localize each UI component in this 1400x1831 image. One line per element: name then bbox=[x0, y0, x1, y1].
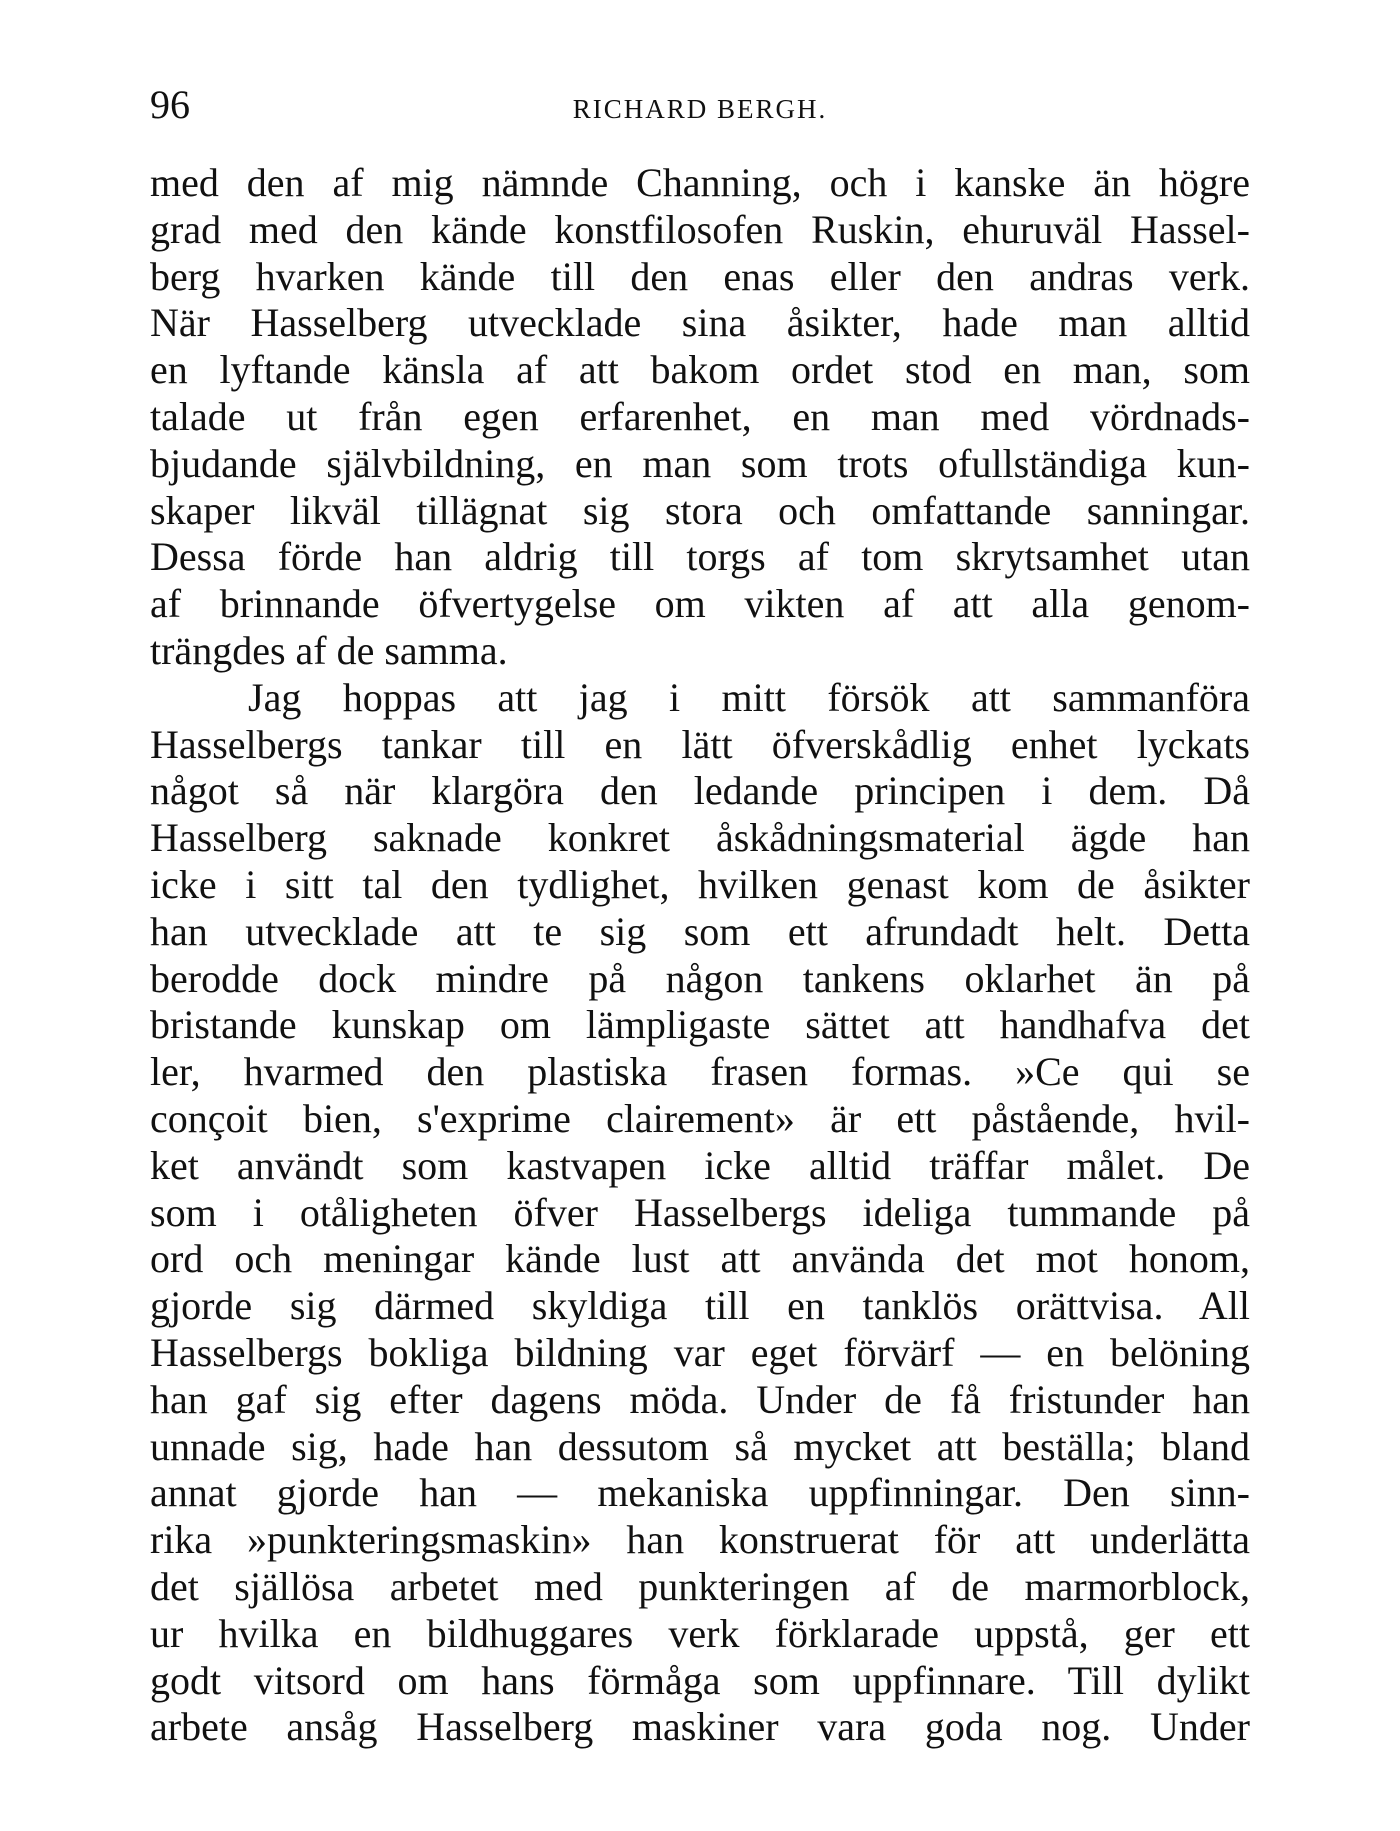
text-line: ket användt som kastvapen icke alltid träffar målet. De bbox=[150, 1142, 1250, 1188]
text-line: annat gjorde han — mekaniska uppfinningar. Den sinn- bbox=[150, 1470, 1250, 1516]
text-line: talade ut från egen erfarenhet, en man med vördnads- bbox=[150, 393, 1250, 439]
text-line: Hasselbergs tankar till en lätt öfverskådlig enhet lyckats bbox=[150, 721, 1250, 767]
text-line: icke i sitt tal den tydlighet, hvilken genast kom de åsikter bbox=[150, 861, 1250, 907]
text-line: conçoit bien, s'exprime clairement» är ett påstående, hvil- bbox=[150, 1095, 1250, 1141]
text-line: Hasselbergs bokliga bildning var eget förvärf — en belöning bbox=[150, 1329, 1250, 1375]
text-line: som i otåligheten öfver Hasselbergs ideliga tummande på bbox=[150, 1189, 1250, 1235]
text-line: det själlösa arbetet med punkteringen af de marmorblock, bbox=[150, 1563, 1250, 1609]
text-line: Jag hoppas att jag i mitt försök att sammanföra bbox=[248, 674, 1250, 720]
text-line: något så när klargöra den ledande principen i dem. Då bbox=[150, 768, 1250, 814]
text-line: gjorde sig därmed skyldiga till en tanklös orättvisa. All bbox=[150, 1283, 1250, 1329]
text-line: grad med den kände konstfilosofen Ruskin, ehuruväl Hassel- bbox=[150, 206, 1250, 252]
running-head bbox=[150, 80, 1250, 130]
page-number: 96 bbox=[150, 82, 190, 127]
text-line: unnade sig, hade han dessutom så mycket att beställa; bland bbox=[150, 1423, 1250, 1469]
text-line: godt vitsord om hans förmåga som uppfinnare. Till dylikt bbox=[150, 1657, 1250, 1703]
text-line: ler, hvarmed den plastiska frasen formas. »Ce qui se bbox=[150, 1049, 1250, 1095]
body-text bbox=[150, 160, 1250, 1751]
text-line: Dessa förde han aldrig till torgs af tom skrytsamhet utan bbox=[150, 534, 1250, 580]
text-line: ord och meningar kände lust att använda det mot honom, bbox=[150, 1236, 1250, 1282]
text-line: ur hvilka en bildhuggares verk förklarade uppstå, ger ett bbox=[150, 1610, 1250, 1656]
running-title: RICHARD BERGH. bbox=[572, 94, 828, 124]
text-line: Hasselberg saknade konkret åskådningsmaterial ägde han bbox=[150, 815, 1250, 861]
text-line: bjudande självbildning, en man som trots ofullständiga kun- bbox=[150, 440, 1250, 486]
text-line: bristande kunskap om lämpligaste sättet att handhafva det bbox=[150, 1002, 1250, 1048]
text-line: en lyftande känsla af att bakom ordet stod en man, som bbox=[150, 347, 1250, 393]
text-line: rika »punkteringsmaskin» han konstruerat för att underlätta bbox=[150, 1517, 1250, 1563]
text-line: af brinnande öfvertygelse om vikten af att alla genom- bbox=[150, 581, 1250, 627]
text-line: skaper likväl tillägnat sig stora och omfattande sanningar. bbox=[150, 487, 1250, 533]
text-line: med den af mig nämnde Channing, och i kanske än högre bbox=[150, 160, 1250, 205]
text-line: berodde dock mindre på någon tankens oklarhet än på bbox=[150, 955, 1250, 1001]
text-line: han utvecklade att te sig som ett afrundadt helt. Detta bbox=[150, 908, 1250, 954]
text-line: berg hvarken kände till den enas eller den andras verk. bbox=[150, 253, 1250, 299]
text-line: När Hasselberg utvecklade sina åsikter, hade man alltid bbox=[150, 300, 1250, 346]
text-line: han gaf sig efter dagens möda. Under de få fristunder han bbox=[150, 1376, 1250, 1422]
text-line: trängdes af de samma. bbox=[150, 627, 508, 673]
text-line: arbete ansåg Hasselberg maskiner vara goda nog. Under bbox=[150, 1704, 1250, 1750]
